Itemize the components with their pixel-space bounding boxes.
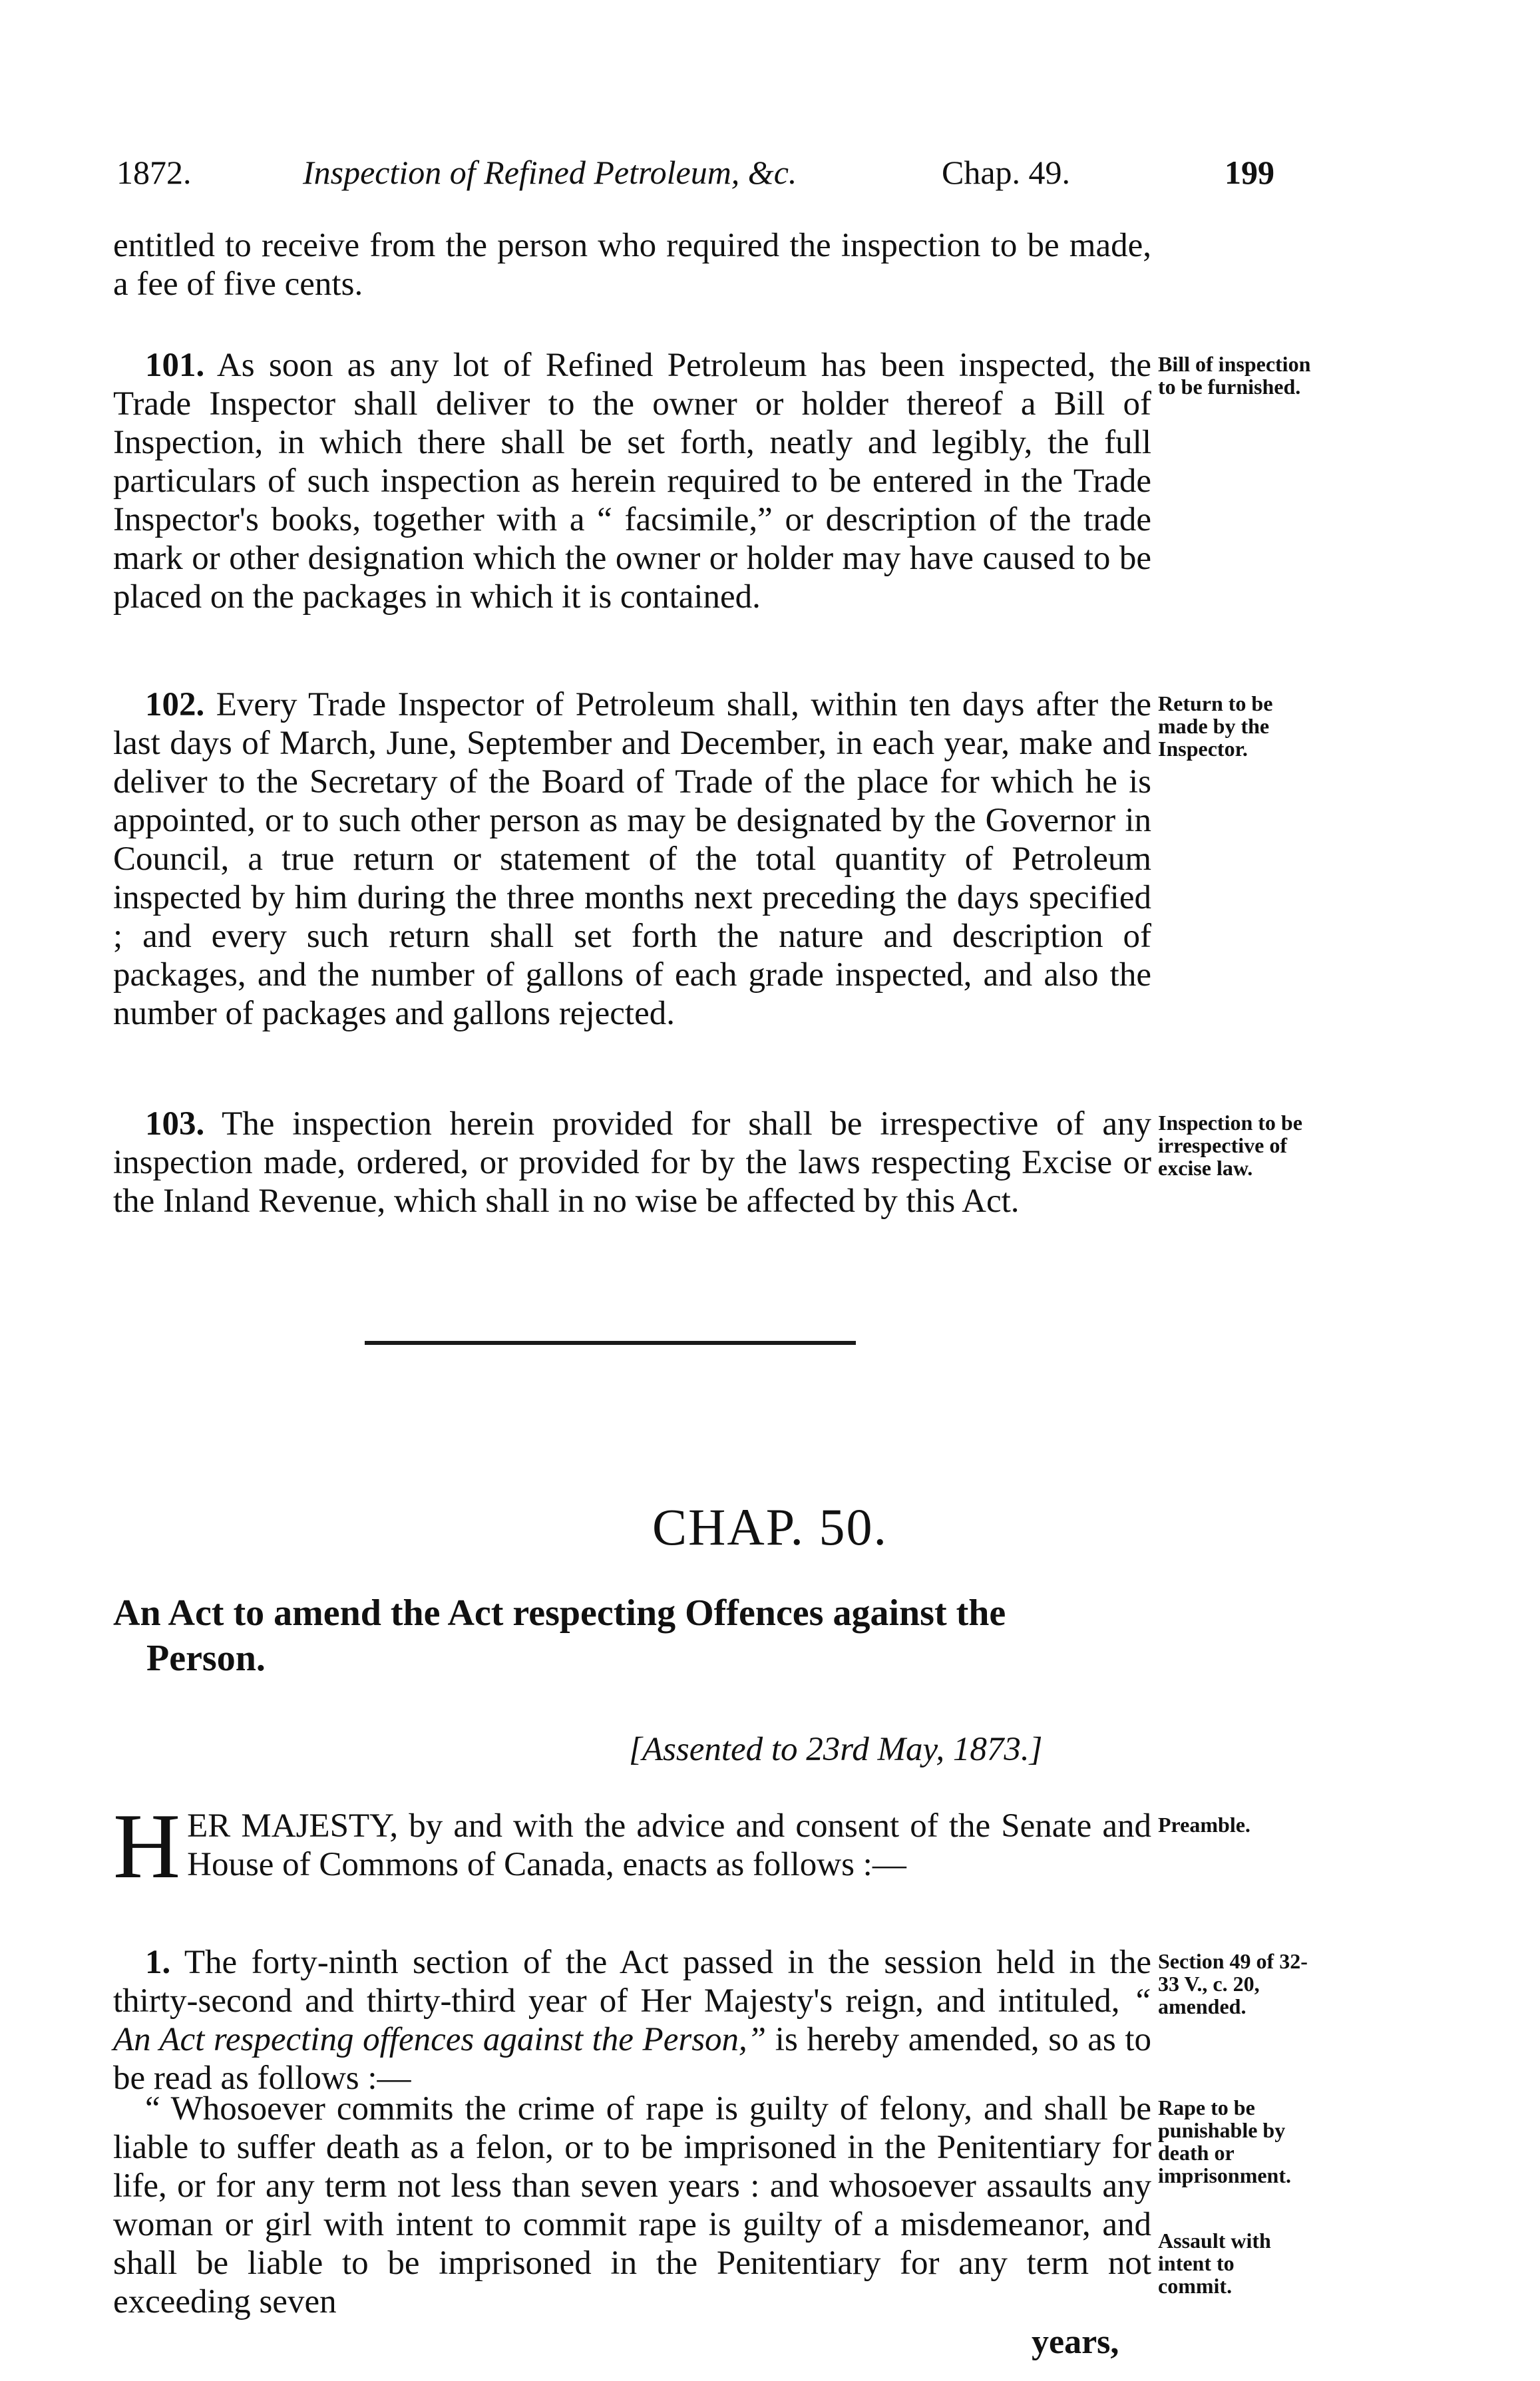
margin-note-return: Return to be made by the Inspector. bbox=[1158, 691, 1273, 761]
quoted-text: “ Whosoever commits the crime of rape is guilty of felony, and shall be liable to suffer death as a felon, or to be imprisoned in the Penitentiary for life, or for any term not less than seven years : and whosoever assaults any woman or girl with intent to commit rape is guilty of a misdemeanor, and shall be liable to be imprisoned in the Penitentiary for any term not exceeding seven bbox=[113, 2090, 1151, 2320]
margin-note-section-49: Section 49 of 32-33 V., c. 20, amended. bbox=[1158, 1949, 1308, 2018]
drop-cap: H bbox=[113, 1795, 181, 1898]
chapter-heading: CHAP. 50. bbox=[652, 1498, 888, 1556]
running-header bbox=[116, 153, 1321, 200]
section-103 bbox=[113, 1105, 1151, 1220]
section-text-before: The forty-ninth section of the Act passed in the session held in the thirty-second and thirty-third year of Her Majesty's reign, and intituled, bbox=[113, 1944, 1151, 2020]
section-102 bbox=[113, 685, 1151, 1033]
act-title-line-2: Person. bbox=[146, 1638, 266, 1679]
quoted-section bbox=[113, 2090, 1151, 2321]
section-divider-rule bbox=[365, 1341, 856, 1345]
act-citation: “ An Act respecting offences against the Person,” bbox=[113, 1982, 1152, 2058]
act-title bbox=[113, 1590, 1138, 1681]
act-title-line-1: An Act to amend the Act respecting Offences against the bbox=[113, 1592, 1006, 1634]
continuation-paragraph bbox=[113, 226, 1151, 303]
margin-note-rape: Rape to be punishable by death or imprisonment. bbox=[1158, 2096, 1291, 2187]
section-number: 101. bbox=[145, 347, 205, 384]
margin-note-bill-of-inspection: Bill of inspection to be furnished. bbox=[1158, 352, 1311, 399]
margin-note-assault: Assault with intent to commit. bbox=[1158, 2229, 1271, 2298]
section-text: As soon as any lot of Refined Petroleum has been inspected, the Trade Inspector shall deliver to the owner or holder thereof a Bill of Inspection, in which there shall be set forth, neatly and legibly, the full particulars of such inspection as herein required to be entered in the Trade Inspector's books, together with a “ facsimile,” or description of the trade mark or other designation which the owner or holder may have caused to be placed on the packages in which it is contained. bbox=[113, 347, 1152, 616]
section-number: 103. bbox=[145, 1105, 205, 1143]
preamble bbox=[113, 1795, 1152, 1898]
page-number: 199 bbox=[1225, 154, 1274, 191]
section-text: The inspection herein provided for shall be irrespective of any inspection made, ordered, or provided for by the laws respecting Excise or the Inland Revenue, which shall in no wise be affected by this Act. bbox=[113, 1105, 1151, 1220]
margin-note-preamble: Preamble. bbox=[1158, 1813, 1251, 1837]
section-number: 102. bbox=[145, 686, 205, 723]
header-chapter: Chap. 49. bbox=[942, 154, 1071, 191]
section-1 bbox=[113, 1943, 1151, 2098]
header-year: 1872. bbox=[116, 154, 192, 191]
section-text-after: is hereby amended, so as to be read as follows :— bbox=[113, 2021, 1151, 2097]
header-title: Inspection of Refined Petroleum, &c. bbox=[303, 154, 797, 191]
preamble-text: by and with the advice and consent of the Senate and House of Commons of Canada, enacts as follows :— bbox=[187, 1807, 1152, 1883]
assent-date: [Assented to 23rd May, 1873.] bbox=[629, 1731, 1043, 1768]
section-101 bbox=[113, 346, 1151, 616]
section-text: Every Trade Inspector of Petroleum shall, within ten days after the last days of March, June, September and December, in each year, make and deliver to the Secretary of the Board of Trade of the place for which he is appointed, or to such other person as may be designated by the Governor in Council, a true return or statement of the total quantity of Petroleum inspected by him during the three months next preceding the days specified ; and every such return shall set forth the nature and description of packages, and the number of gallons of each grade inspected, and also the number of packages and gallons rejected. bbox=[113, 686, 1152, 1032]
continuation-text: entitled to receive from the person who required the inspection to be made, a fee of five cents. bbox=[113, 227, 1151, 303]
catchword: years, bbox=[1032, 2323, 1119, 2361]
margin-note-irrespective: Inspection to be irrespective of excise law. bbox=[1158, 1111, 1302, 1180]
preamble-opening: ER MAJESTY, bbox=[187, 1807, 399, 1845]
section-number: 1. bbox=[145, 1944, 171, 1981]
